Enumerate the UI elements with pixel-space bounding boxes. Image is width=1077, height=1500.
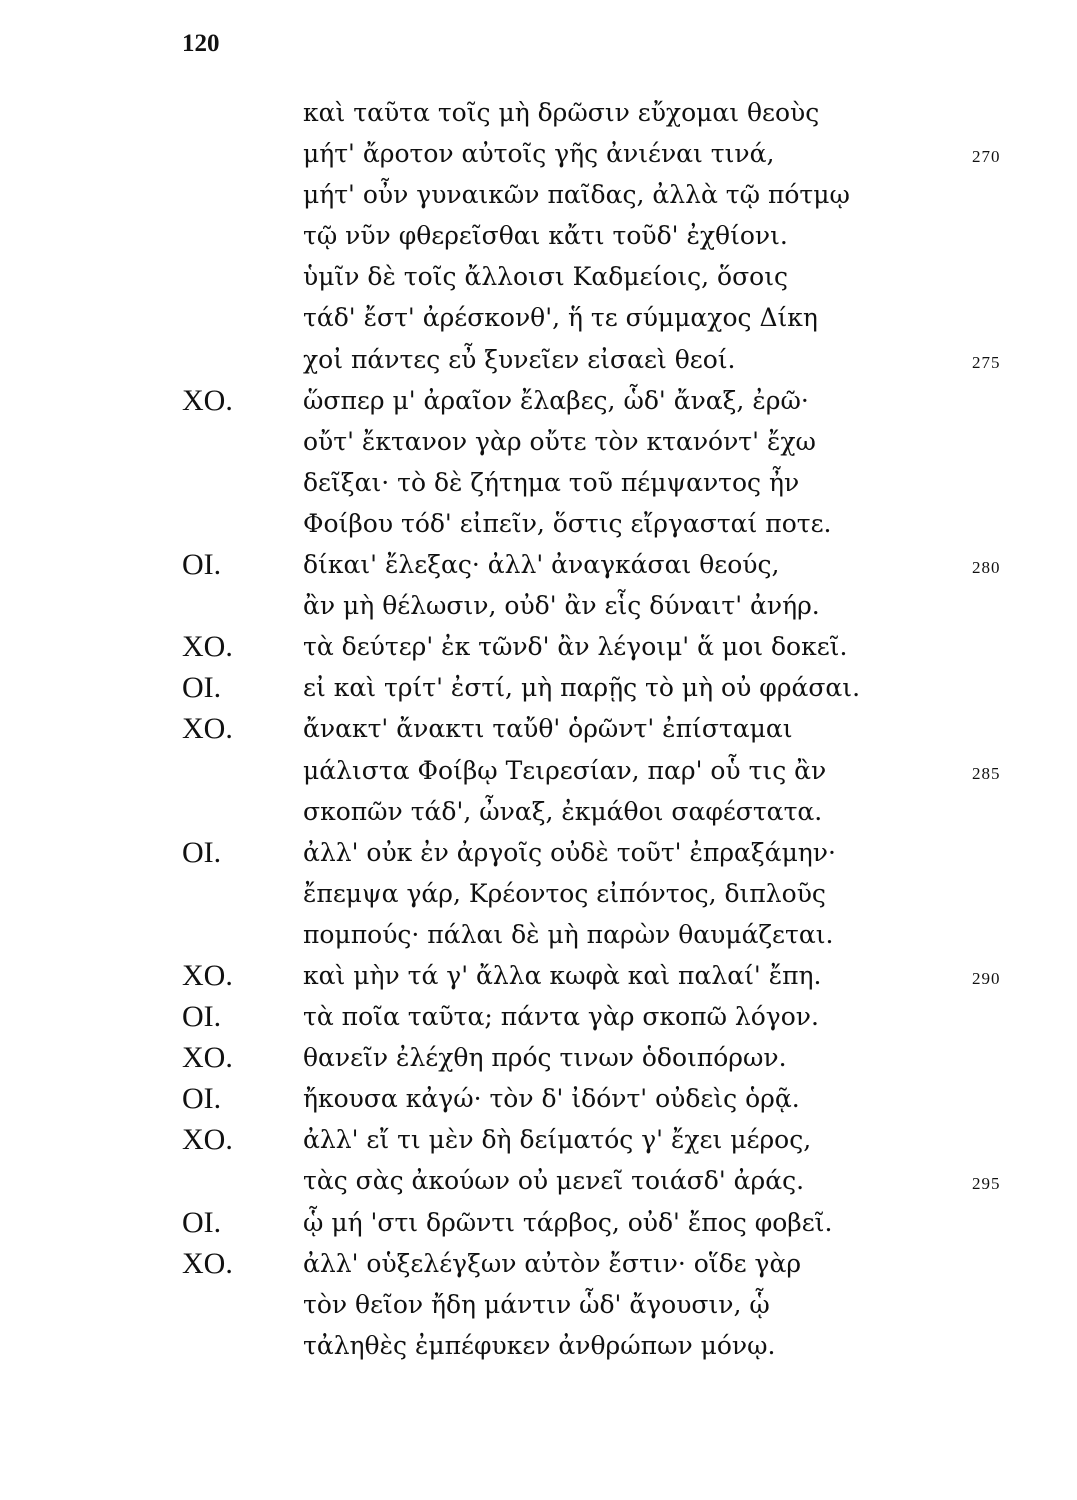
line-number: 275: [972, 352, 1001, 372]
verse-line: [0, 339, 1077, 380]
speaker-label: ΟΙ.: [182, 835, 222, 869]
verse-text: καὶ μὴν τά γ' ἄλλα κωφὰ καὶ παλαί' ἔπη.: [303, 960, 822, 990]
line-number: 290: [972, 968, 1001, 988]
verse-text: τὰ δεύτερ' ἐκ τῶνδ' ἂν λέγοιμ' ἅ μοι δοκεῖ.: [303, 632, 848, 662]
verse-text: ἂν μὴ θέλωσιν, οὐδ' ἂν εἷς δύναιτ' ἀνήρ.: [303, 591, 820, 621]
speaker-label: ΧΟ.: [182, 1041, 233, 1075]
verse-text: πομπούς· πάλαι δὲ μὴ παρὼν θαυμάζεται.: [303, 919, 834, 949]
line-number: 285: [972, 763, 1001, 783]
speaker-label: ΧΟ.: [182, 630, 233, 664]
verse-text: θανεῖν ἐλέχθη πρός τινων ὁδοιπόρων.: [303, 1043, 787, 1073]
verse-line: [0, 421, 1077, 462]
verse-text: τὸν θεῖον ἤδη μάντιν ὧδ' ἄγουσιν, ᾧ: [303, 1289, 770, 1319]
verse-line: [0, 708, 1077, 749]
verse-line: [0, 873, 1077, 914]
verse-text: ἀλλ' εἴ τι μὲν δὴ δείματός γ' ἔχει μέρος,: [303, 1125, 812, 1155]
verse-text: ὑμῖν δὲ τοῖς ἄλλοισι Καδμείοις, ὅσοις: [303, 262, 789, 292]
verse-line: [0, 667, 1077, 708]
verse-line: [0, 462, 1077, 503]
verse-text: σκοπῶν τάδ', ὦναξ, ἐκμάθοι σαφέστατα.: [303, 796, 823, 826]
verse-text: ὥσπερ μ' ἀραῖον ἔλαβες, ὧδ' ἄναξ, ἐρῶ·: [303, 385, 809, 415]
verse-line: [0, 1037, 1077, 1078]
verse-line: [0, 380, 1077, 421]
verse-text: ἔπεμψα γάρ, Κρέοντος εἰπόντος, διπλοῦς: [303, 878, 826, 908]
verse-line: [0, 503, 1077, 544]
verse-text: δεῖξαι· τὸ δὲ ζήτημα τοῦ πέμψαντος ἦν: [303, 467, 800, 497]
verse-line: [0, 791, 1077, 832]
verse-text: ᾧ μή 'στι δρῶντι τάρβος, οὐδ' ἔπος φοβεῖ.: [303, 1207, 833, 1237]
verse-text: τὰ ποῖα ταῦτα; πάντα γὰρ σκοπῶ λόγον.: [303, 1002, 819, 1032]
line-number: 295: [972, 1174, 1001, 1194]
verse-line: [0, 297, 1077, 338]
verse-line: [0, 256, 1077, 297]
verse-block: [0, 92, 1077, 1366]
verse-line: [0, 174, 1077, 215]
speaker-label: ΧΟ.: [182, 958, 233, 992]
speaker-label: ΟΙ.: [182, 1082, 222, 1116]
verse-text: Φοίβου τόδ' εἰπεῖν, ὅστις εἴργασταί ποτε.: [303, 508, 832, 538]
line-number: 280: [972, 558, 1001, 578]
verse-line: [0, 1160, 1077, 1201]
verse-line: [0, 1243, 1077, 1284]
verse-text: τῷ νῦν φθερεῖσθαι κἄτι τοῦδ' ἐχθίονι.: [303, 221, 788, 251]
verse-line: [0, 133, 1077, 174]
verse-text: μήτ' ἄροτον αὐτοῖς γῆς ἀνιέναι τινά,: [303, 139, 775, 169]
verse-text: τὰς σὰς ἀκούων οὐ μενεῖ τοιάσδ' ἀράς.: [303, 1166, 805, 1196]
speaker-label: ΧΟ.: [182, 712, 233, 746]
verse-text: ἀλλ' οὐκ ἐν ἀργοῖς οὐδὲ τοῦτ' ἐπραξάμην·: [303, 837, 836, 867]
line-number: 270: [972, 147, 1001, 167]
speaker-label: ΧΟ.: [182, 383, 233, 417]
verse-line: [0, 996, 1077, 1037]
verse-line: [0, 1119, 1077, 1160]
verse-line: [0, 215, 1077, 256]
verse-line: [0, 914, 1077, 955]
speaker-label: ΟΙ.: [182, 1000, 222, 1034]
verse-text: καὶ ταῦτα τοῖς μὴ δρῶσιν εὔχομαι θεοὺς: [303, 98, 820, 127]
verse-line: [0, 1202, 1077, 1243]
speaker-label: ΟΙ.: [182, 671, 222, 705]
verse-line: [0, 832, 1077, 873]
verse-line: [0, 955, 1077, 996]
verse-line: [0, 1284, 1077, 1325]
verse-text: εἰ καὶ τρίτ' ἐστί, μὴ παρῇς τὸ μὴ οὐ φράσαι.: [303, 673, 861, 703]
verse-text: μήτ' οὖν γυναικῶν παῖδας, ἀλλὰ τῷ πότμῳ: [303, 180, 850, 210]
verse-text: δίκαι' ἔλεξας· ἀλλ' ἀναγκάσαι θεούς,: [303, 550, 780, 580]
verse-line: [0, 1078, 1077, 1119]
verse-text: οὔτ' ἔκτανον γὰρ οὔτε τὸν κτανόντ' ἔχω: [303, 426, 816, 456]
verse-line: [0, 1325, 1077, 1366]
verse-text: μάλιστα Φοίβῳ Τειρεσίαν, παρ' οὗ τις ἂν: [303, 755, 827, 785]
verse-line: [0, 585, 1077, 626]
verse-text: χοἰ πάντες εὖ ξυνεῖεν εἰσαεὶ θεοί.: [303, 344, 736, 374]
verse-text: ἤκουσα κἀγώ· τὸν δ' ἰδόντ' οὐδεὶς ὁρᾷ.: [303, 1084, 800, 1114]
page-number: 120: [182, 30, 220, 57]
verse-line: [0, 750, 1077, 791]
verse-line: [0, 544, 1077, 585]
verse-text: τἀληθὲς ἐμπέφυκεν ἀνθρώπων μόνῳ.: [303, 1330, 776, 1360]
verse-text: ἀλλ' οὑξελέγξων αὐτὸν ἔστιν· οἵδε γὰρ: [303, 1248, 802, 1278]
speaker-label: ΟΙ.: [182, 1205, 222, 1239]
verse-text: τάδ' ἔστ' ἀρέσκονθ', ἥ τε σύμμαχος Δίκη: [303, 303, 818, 333]
speaker-label: ΧΟ.: [182, 1123, 233, 1157]
verse-text: ἄνακτ' ἄνακτι ταὔθ' ὁρῶντ' ἐπίσταμαι: [303, 714, 793, 744]
speaker-label: ΧΟ.: [182, 1246, 233, 1280]
verse-line: [0, 626, 1077, 667]
speaker-label: ΟΙ.: [182, 548, 222, 582]
verse-line: [0, 92, 1077, 133]
